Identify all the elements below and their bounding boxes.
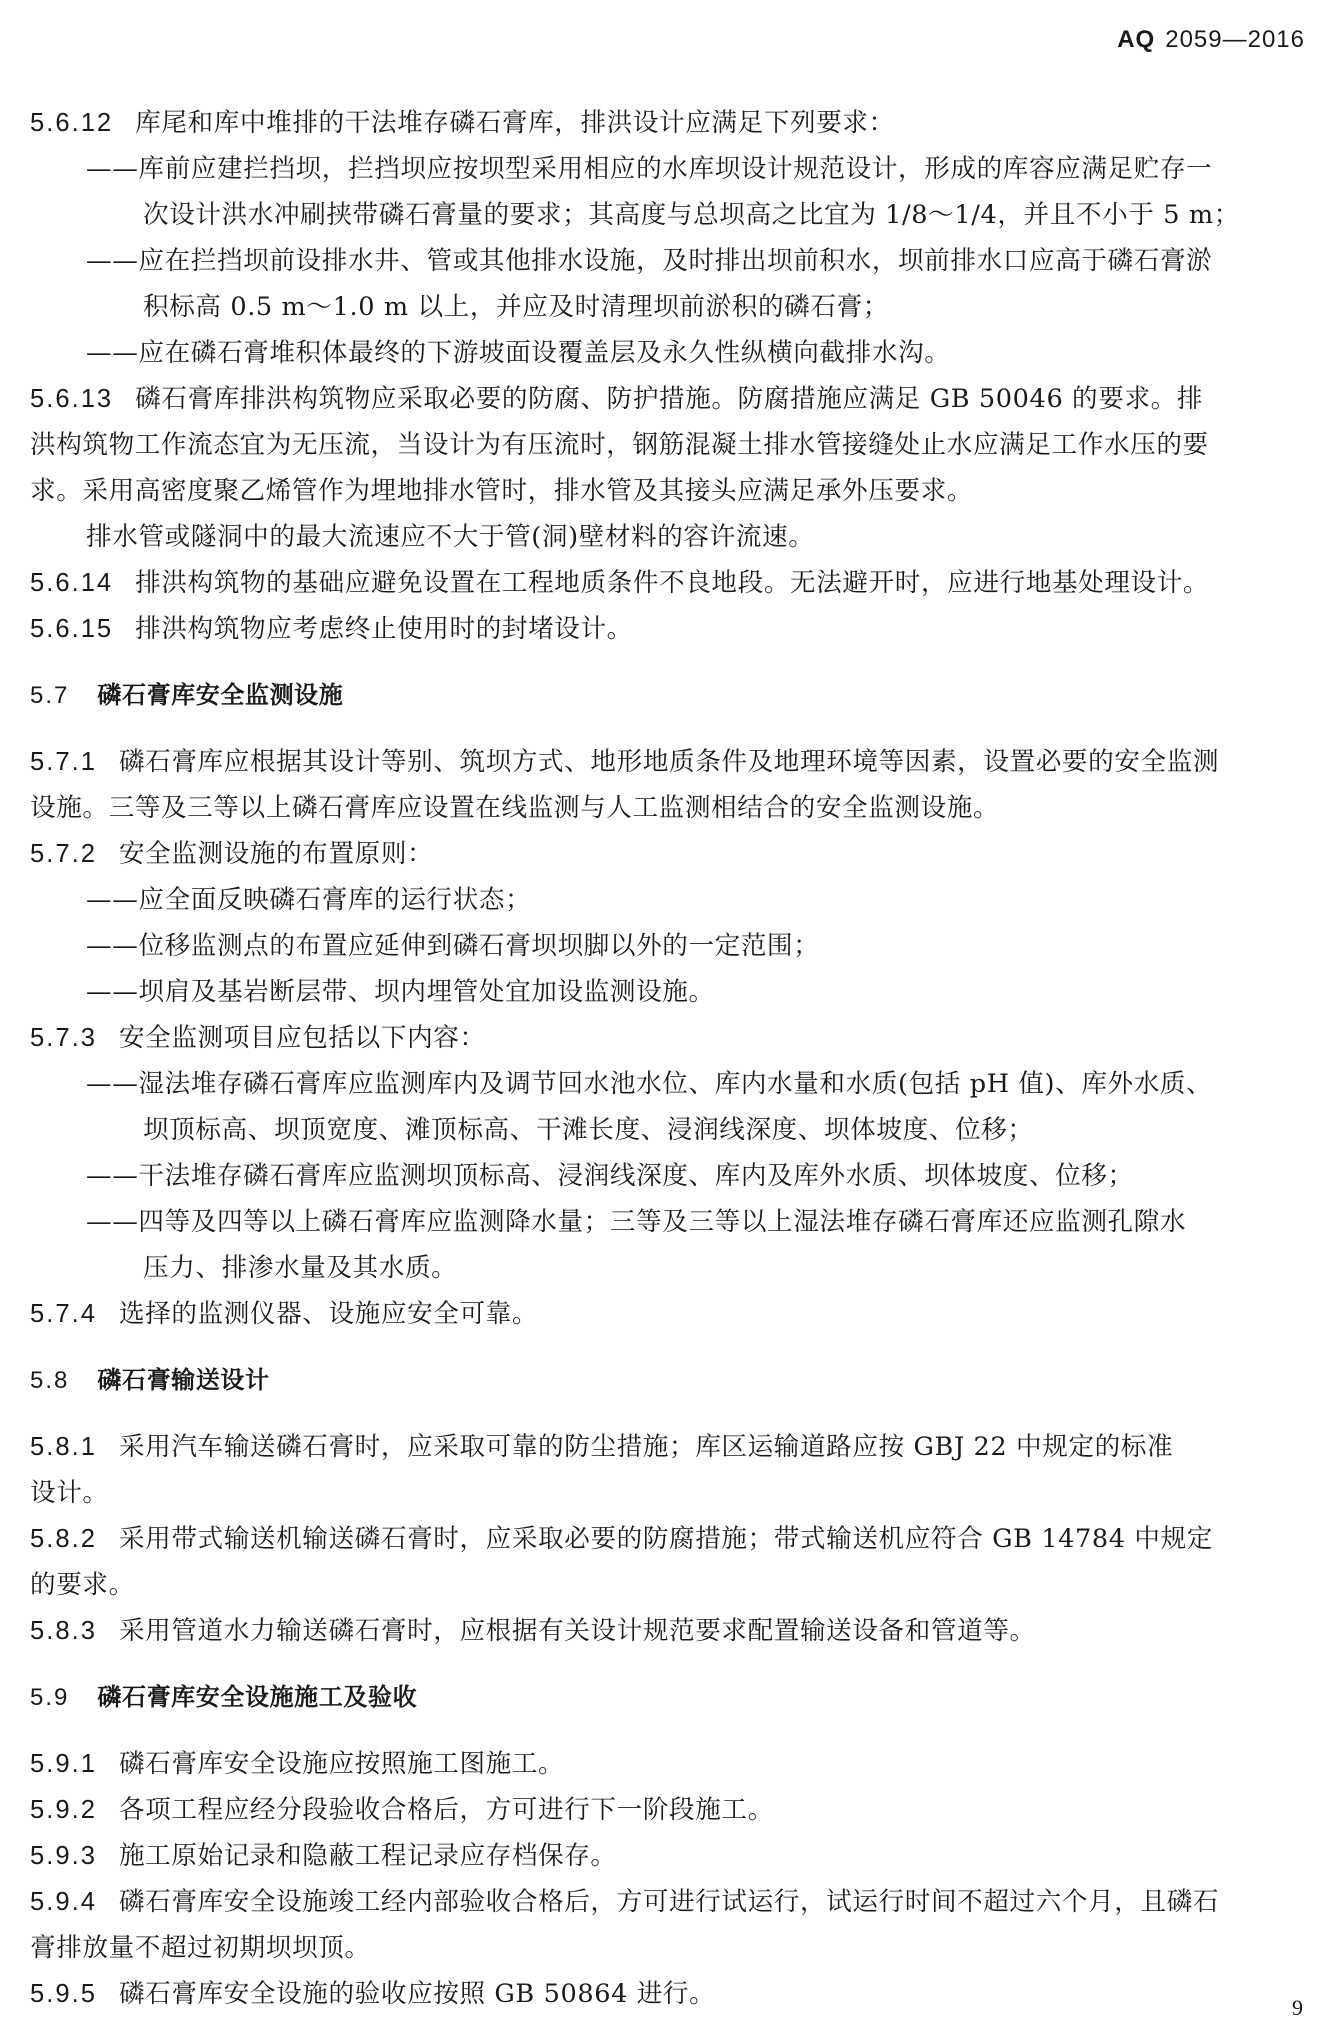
spacer — [30, 1721, 1308, 1741]
text-line — [30, 100, 1308, 146]
text-line — [30, 1015, 1308, 1061]
spacer — [30, 1404, 1308, 1424]
text-line — [30, 1245, 1308, 1291]
clause-number: 5.6.14 — [30, 569, 114, 597]
line-text: 排洪构筑物应考虑终止使用时的封堵设计。 — [135, 614, 633, 644]
line-text: 排水管或隧洞中的最大流速应不大于管(洞)壁材料的容许流速。 — [86, 522, 815, 552]
text-line — [30, 1199, 1308, 1245]
text-line — [30, 1516, 1308, 1562]
text-line — [30, 1107, 1308, 1153]
text-line — [30, 877, 1308, 923]
line-text: 采用管道水力输送磷石膏时，应根据有关设计规范要求配置输送设备和管道等。 — [118, 1616, 1036, 1646]
clause-number: 5.8.2 — [30, 1525, 97, 1553]
line-text: ——应在磷石膏堆积体最终的下游坡面设覆盖层及永久性纵横向截排水沟。 — [86, 338, 951, 368]
clause-number: 5.7 — [30, 682, 70, 709]
page-number: 9 — [1292, 1995, 1303, 2020]
clause-number: 5.7.3 — [30, 1024, 97, 1052]
text-line — [30, 560, 1308, 606]
line-text: 设计。 — [30, 1478, 109, 1508]
line-text: ——应在拦挡坝前设排水井、管或其他排水设施，及时排出坝前积水，坝前排水口应高于磷石膏淤 — [86, 246, 1213, 276]
line-text: ——位移监测点的布置应延伸到磷石膏坝坝脚以外的一定范围； — [86, 931, 820, 961]
text-line — [30, 1879, 1308, 1925]
line-text: 采用带式输送机输送磷石膏时，应采取必要的防腐措施；带式输送机应符合 GB 14784 中规定 — [118, 1524, 1213, 1554]
text-line — [30, 514, 1308, 560]
clause-number: 5.9.4 — [30, 1888, 97, 1916]
spacer — [30, 1654, 1308, 1674]
clause-number: 5.7.4 — [30, 1300, 97, 1328]
section-heading — [30, 672, 1308, 719]
text-line — [30, 422, 1308, 468]
text-line — [30, 1470, 1308, 1516]
line-text: 膏排放量不超过初期坝坝顶。 — [30, 1933, 371, 1963]
clause-number: 5.9.5 — [30, 1980, 97, 2008]
text-line — [30, 606, 1308, 652]
text-line — [30, 146, 1308, 192]
line-text: 洪构筑物工作流态宜为无压流，当设计为有压流时，钢筋混凝土排水管接缝处止水应满足工作水压的要 — [30, 430, 1209, 460]
line-text: 选择的监测仪器、设施应安全可靠。 — [118, 1299, 539, 1329]
line-text: 设施。三等及三等以上磷石膏库应设置在线监测与人工监测相结合的安全监测设施。 — [30, 793, 1000, 823]
clause-number: 5.7.1 — [30, 748, 97, 776]
line-text: 求。采用高密度聚乙烯管作为埋地排水管时，排水管及其接头应满足承外压要求。 — [30, 476, 973, 506]
text-line — [30, 376, 1308, 422]
section-heading — [30, 1674, 1308, 1721]
line-text: 各项工程应经分段验收合格后，方可进行下一阶段施工。 — [118, 1795, 774, 1825]
text-line — [30, 1608, 1308, 1654]
text-line — [30, 1061, 1308, 1107]
standard-number: 2059—2016 — [1165, 26, 1305, 53]
line-text: 坝顶标高、坝顶宽度、滩顶标高、干滩长度、浸润线深度、坝体坡度、位移； — [143, 1115, 1034, 1145]
line-text: 库尾和库中堆排的干法堆存磷石膏库，排洪设计应满足下列要求： — [135, 108, 895, 138]
line-text: 采用汽车输送磷石膏时，应采取可靠的防尘措施；库区运输道路应按 GBJ 22 中规定的标准 — [118, 1432, 1174, 1462]
text-line — [30, 238, 1308, 284]
line-text: ——库前应建拦挡坝，拦挡坝应按坝型采用相应的水库坝设计规范设计，形成的库容应满足贮存一 — [86, 154, 1213, 184]
text-line — [30, 923, 1308, 969]
line-text: 排洪构筑物的基础应避免设置在工程地质条件不良地段。无法避开时，应进行地基处理设计。 — [135, 568, 1210, 598]
clause-number: 5.8.1 — [30, 1433, 97, 1461]
line-text: 磷石膏库安全设施竣工经内部验收合格后，方可进行试运行，试运行时间不超过六个月，且磷石 — [118, 1887, 1220, 1917]
line-text: 积标高 0.5 m～1.0 m 以上，并应及时清理坝前淤积的磷石膏； — [143, 292, 889, 322]
text-line — [30, 785, 1308, 831]
line-text: 磷石膏库安全设施施工及验收 — [97, 1683, 418, 1711]
line-text: 压力、排渗水量及其水质。 — [143, 1253, 458, 1283]
spacer — [30, 719, 1308, 739]
clause-number: 5.6.13 — [30, 385, 114, 413]
text-line — [30, 831, 1308, 877]
clause-number: 5.9 — [30, 1684, 70, 1711]
text-line — [30, 969, 1308, 1015]
clause-number: 5.9.1 — [30, 1750, 97, 1778]
standard-code: AQ — [1117, 26, 1156, 53]
text-line — [30, 468, 1308, 514]
line-text: 安全监测设施的布置原则： — [118, 839, 434, 869]
line-text: 的要求。 — [30, 1570, 135, 1600]
clause-number: 5.6.12 — [30, 109, 114, 137]
text-line — [30, 1562, 1308, 1608]
text-line — [30, 1971, 1308, 2017]
text-line — [30, 284, 1308, 330]
clause-number: 5.9.2 — [30, 1796, 97, 1824]
line-text: 次设计洪水冲刷挟带磷石膏量的要求；其高度与总坝高之比宜为 1/8～1/4，并且不小于 5 m； — [143, 200, 1240, 230]
line-text: ——坝肩及基岩断层带、坝内埋管处宜加设监测设施。 — [86, 977, 715, 1007]
line-text: 磷石膏输送设计 — [97, 1366, 270, 1394]
clause-number: 5.8 — [30, 1367, 70, 1394]
document-body — [30, 100, 1308, 2017]
text-line — [30, 1424, 1308, 1470]
line-text: 磷石膏库安全设施应按照施工图施工。 — [118, 1749, 565, 1779]
clause-number: 5.8.3 — [30, 1617, 97, 1645]
clause-number: 5.9.3 — [30, 1842, 97, 1870]
line-text: 磷石膏库安全设施的验收应按照 GB 50864 进行。 — [118, 1979, 716, 2009]
line-text: ——应全面反映磷石膏库的运行状态； — [86, 885, 532, 915]
text-line — [30, 1153, 1308, 1199]
clause-number: 5.7.2 — [30, 840, 97, 868]
line-text: 磷石膏库应根据其设计等别、筑坝方式、地形地质条件及地理环境等因素，设置必要的安全监测 — [118, 747, 1220, 777]
text-line — [30, 1925, 1308, 1971]
spacer — [30, 1337, 1308, 1357]
line-text: 安全监测项目应包括以下内容： — [118, 1023, 486, 1053]
text-line — [30, 192, 1308, 238]
text-line — [30, 330, 1308, 376]
section-heading — [30, 1357, 1308, 1404]
spacer — [30, 652, 1308, 672]
line-text: 施工原始记录和隐蔽工程记录应存档保存。 — [118, 1841, 617, 1871]
text-line — [30, 1291, 1308, 1337]
line-text: ——湿法堆存磷石膏库应监测库内及调节回水池水位、库内水量和水质(包括 pH 值)、库外水质、 — [86, 1069, 1213, 1099]
line-text: ——四等及四等以上磷石膏库应监测降水量；三等及三等以上湿法堆存磷石膏库还应监测孔隙水 — [86, 1207, 1187, 1237]
line-text: 磷石膏库排洪构筑物应采取必要的防腐、防护措施。防腐措施应满足 GB 50046 的要求。排 — [135, 384, 1204, 414]
text-line — [30, 1741, 1308, 1787]
line-text: ——干法堆存磷石膏库应监测坝顶标高、浸润线深度、库内及库外水质、坝体坡度、位移； — [86, 1161, 1134, 1191]
text-line — [30, 739, 1308, 785]
text-line — [30, 1787, 1308, 1833]
line-text: 磷石膏库安全监测设施 — [97, 681, 344, 709]
text-line — [30, 1833, 1308, 1879]
page-header — [1117, 26, 1305, 54]
clause-number: 5.6.15 — [30, 615, 114, 643]
